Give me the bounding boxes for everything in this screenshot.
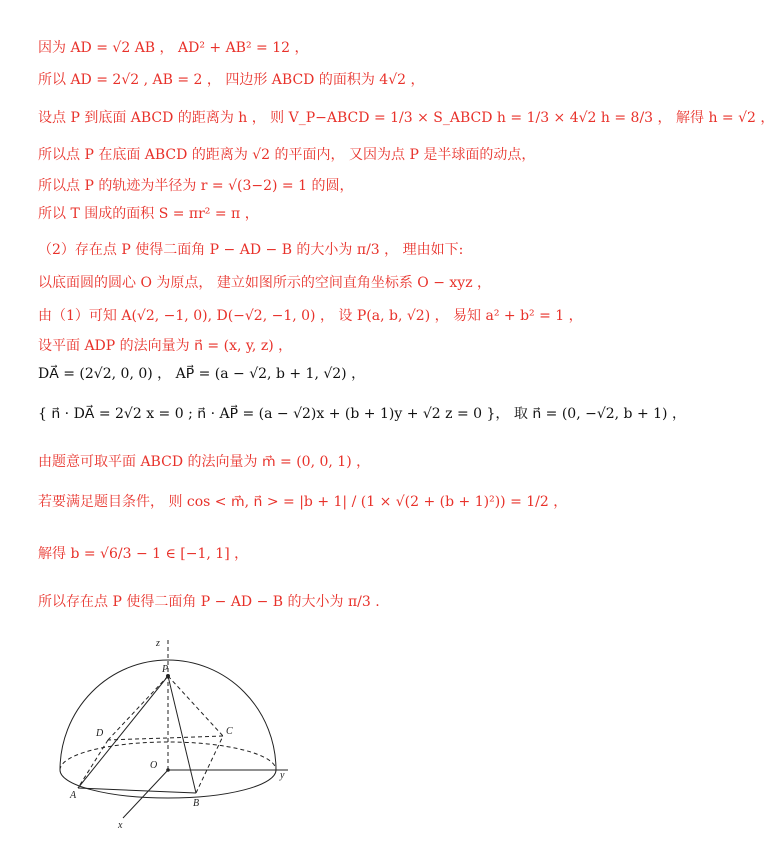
edge-CD bbox=[108, 736, 223, 740]
base-ellipse-front bbox=[60, 770, 276, 798]
line-12: { n⃗ · DA⃗ = 2√2 x = 0 ; n⃗ · AP⃗ = (a − √2)x + (b + 1)y + √2 z = 0 }， 取 n⃗ = (0, −√2, b + 1) ， bbox=[38, 406, 686, 422]
line-7: （2）存在点 P 使得二面角 P − AD − B 的大小为 π/3 ， 理由如下: bbox=[38, 242, 464, 258]
label-x: x bbox=[118, 820, 123, 831]
line-5: 所以点 P 的轨迹为半径为 r = √(3−2) = 1 的圆， bbox=[38, 178, 354, 194]
point-O bbox=[166, 768, 170, 772]
line-4: 所以点 P 在底面 ABCD 的距离为 √2 的平面内， 又因为点 P 是半球面的动点， bbox=[38, 147, 536, 163]
line-9: 由（1）可知 A(√2, −1, 0), D(−√2, −1, 0) ， 设 P(a, b, √2) ， 易知 a² + b² = 1 ， bbox=[38, 308, 583, 324]
label-D: D bbox=[96, 728, 104, 739]
label-P: P bbox=[162, 664, 169, 675]
label-O: O bbox=[150, 760, 158, 771]
label-B: B bbox=[193, 798, 200, 809]
line-15: 解得 b = √6/3 − 1 ∈ [−1, 1] ， bbox=[38, 546, 249, 562]
line-10: 设平面 ADP 的法向量为 n⃗ = (x, y, z) ， bbox=[38, 338, 293, 354]
edge-PC bbox=[168, 676, 223, 736]
label-C: C bbox=[226, 726, 233, 737]
line-6: 所以 T 围成的面积 S = πr² = π ， bbox=[38, 206, 259, 222]
label-A: A bbox=[70, 790, 77, 801]
x-axis bbox=[123, 770, 168, 818]
line-1: 因为 AD = √2 AB ， AD² + AB² = 12 ， bbox=[38, 40, 309, 56]
line-3: 设点 P 到底面 ABCD 的距离为 h ， 则 V_P−ABCD = 1/3 × S_ABCD h = 1/3 × 4√2 h = 8/3 ， 解得 h = √2 ， bbox=[38, 110, 774, 126]
line-2: 所以 AD = 2√2 , AB = 2 ， 四边形 ABCD 的面积为 4√2 ， bbox=[38, 72, 425, 88]
line-14: 若要满足题目条件， 则 cos < m⃗, n⃗ > = |b + 1| / (1 × √(2 + (b + 1)²)) = 1/2 ， bbox=[38, 494, 568, 510]
line-11: DA⃗ = (2√2, 0, 0) ， AP⃗ = (a − √2, b + 1, √2) ， bbox=[38, 366, 366, 382]
line-13: 由题意可取平面 ABCD 的法向量为 m⃗ = (0, 0, 1) ， bbox=[38, 454, 371, 470]
line-8: 以底面圆的圆心 O 为原点， 建立如图所示的空间直角坐标系 O − xyz ， bbox=[38, 275, 492, 291]
label-z: z bbox=[156, 638, 160, 649]
edge-DA bbox=[78, 740, 108, 788]
edge-PB bbox=[168, 676, 196, 793]
label-y: y bbox=[280, 770, 285, 781]
line-16: 所以存在点 P 使得二面角 P − AD − B 的大小为 π/3 . bbox=[38, 594, 380, 610]
edge-PD bbox=[108, 676, 168, 740]
hemisphere-figure bbox=[38, 628, 298, 838]
